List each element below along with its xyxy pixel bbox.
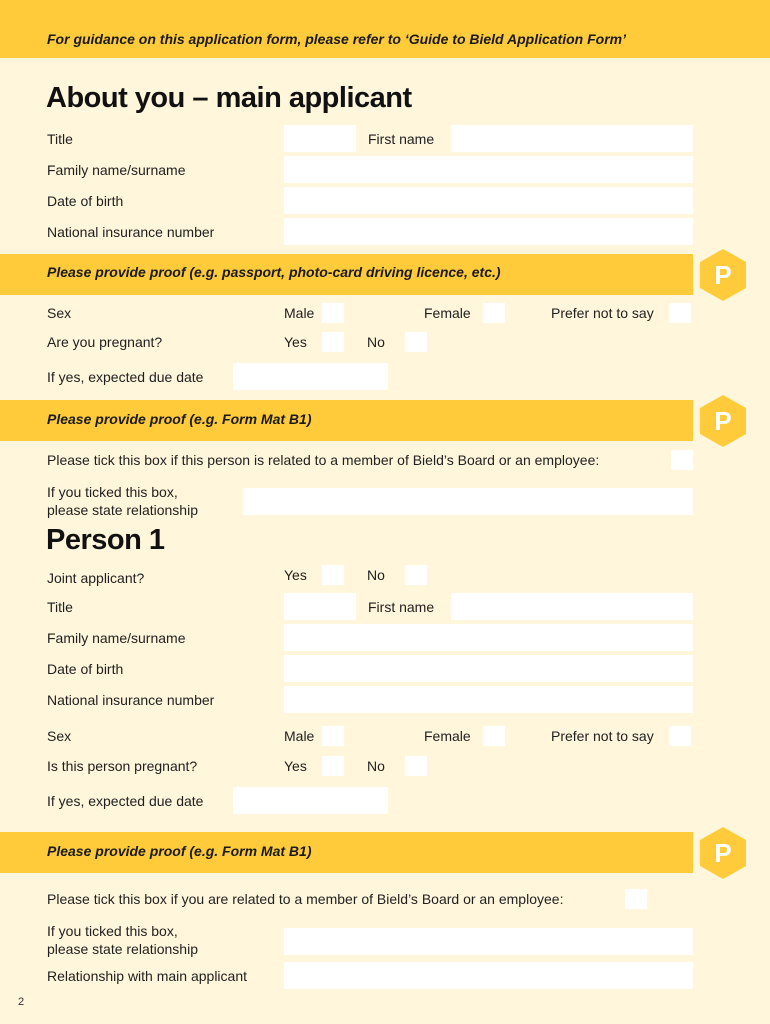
related-checkbox[interactable] xyxy=(671,450,693,470)
guidance-bar xyxy=(0,0,770,58)
female-label: Female xyxy=(424,305,471,321)
title-field[interactable] xyxy=(284,125,356,152)
svg-text:P: P xyxy=(714,838,732,868)
p1-ni-field[interactable] xyxy=(284,686,693,713)
family-name-field[interactable] xyxy=(284,156,693,183)
p1-pregnant-no-checkbox[interactable] xyxy=(405,756,427,776)
p1-female-label: Female xyxy=(424,728,471,744)
pregnant-yes-label: Yes xyxy=(284,334,307,350)
title-label: Title xyxy=(47,131,73,147)
male-checkbox[interactable] xyxy=(322,303,344,323)
p1-first-name-label: First name xyxy=(368,599,435,615)
p1-prefer-not-label: Prefer not to say xyxy=(551,728,654,744)
p1-related-label: Please tick this box if you are related to a member of Bield’s Board or an employee: xyxy=(47,891,564,907)
pregnant-label: Are you pregnant? xyxy=(47,334,163,350)
p1-related-checkbox[interactable] xyxy=(625,889,647,909)
p1-family-name-field[interactable] xyxy=(284,624,693,651)
p1-due-date-field[interactable] xyxy=(233,787,388,814)
first-name-label: First name xyxy=(368,131,435,147)
related-label: Please tick this box if this person is related to a member of Bield’s Board or an employee: xyxy=(47,452,600,468)
ni-label: National insurance number xyxy=(47,224,215,240)
p1-due-date-label: If yes, expected due date xyxy=(47,793,204,809)
p1-pregnant-yes-checkbox[interactable] xyxy=(322,756,344,776)
p1-male-label: Male xyxy=(284,728,315,744)
p1-dob-field[interactable] xyxy=(284,655,693,682)
proof-band-text: Please provide proof (e.g. passport, photo-card driving licence, etc.) xyxy=(47,264,501,280)
mat-proof-p-icon xyxy=(698,394,748,448)
state-relationship-line2: please state relationship xyxy=(47,502,198,518)
p1-state-relationship-line1: If you ticked this box, xyxy=(47,923,178,939)
joint-no-checkbox[interactable] xyxy=(405,565,427,585)
dob-field[interactable] xyxy=(284,187,693,214)
p1-first-name-field[interactable] xyxy=(451,593,693,620)
prefer-not-label: Prefer not to say xyxy=(551,305,654,321)
p1-title-field[interactable] xyxy=(284,593,356,620)
female-checkbox[interactable] xyxy=(483,303,505,323)
p1-relationship-main-label: Relationship with main applicant xyxy=(47,968,247,984)
first-name-field[interactable] xyxy=(451,125,693,152)
joint-no-label: No xyxy=(367,567,385,583)
p1-female-checkbox[interactable] xyxy=(483,726,505,746)
svg-text:P: P xyxy=(714,406,732,436)
p1-sex-label: Sex xyxy=(47,728,72,744)
pregnant-yes-checkbox[interactable] xyxy=(322,332,344,352)
family-name-label: Family name/surname xyxy=(47,162,186,178)
p1-pregnant-label: Is this person pregnant? xyxy=(47,758,198,774)
p1-ni-label: National insurance number xyxy=(47,692,215,708)
due-date-field[interactable] xyxy=(233,363,388,390)
svg-text:P: P xyxy=(714,260,732,290)
ni-field[interactable] xyxy=(284,218,693,245)
page-number: 2 xyxy=(18,996,25,1008)
mat-proof-band-text: Please provide proof (e.g. Form Mat B1) xyxy=(47,411,312,427)
sex-label: Sex xyxy=(47,305,72,321)
male-label: Male xyxy=(284,305,315,321)
guidance-text: For guidance on this application form, please refer to ‘Guide to Bield Application Form’ xyxy=(47,31,626,47)
p1-relationship-field[interactable] xyxy=(284,928,693,955)
p1-prefer-not-checkbox[interactable] xyxy=(669,726,691,746)
person1-heading: Person 1 xyxy=(46,524,165,556)
proof-p-icon xyxy=(698,248,748,302)
p1-family-name-label: Family name/surname xyxy=(47,630,186,646)
p1-title-label: Title xyxy=(47,599,73,615)
joint-applicant-label: Joint applicant? xyxy=(47,570,145,586)
joint-yes-checkbox[interactable] xyxy=(322,565,344,585)
p1-male-checkbox[interactable] xyxy=(322,726,344,746)
pregnant-no-label: No xyxy=(367,334,385,350)
p1-pregnant-yes-label: Yes xyxy=(284,758,307,774)
p1-mat-proof-p-icon xyxy=(698,826,748,880)
p1-pregnant-no-label: No xyxy=(367,758,385,774)
pregnant-no-checkbox[interactable] xyxy=(405,332,427,352)
relationship-field[interactable] xyxy=(243,488,693,515)
p1-dob-label: Date of birth xyxy=(47,661,124,677)
main-applicant-heading: About you – main applicant xyxy=(46,82,412,114)
due-date-label: If yes, expected due date xyxy=(47,369,204,385)
p1-state-relationship-line2: please state relationship xyxy=(47,941,198,957)
dob-label: Date of birth xyxy=(47,193,124,209)
state-relationship-line1: If you ticked this box, xyxy=(47,484,178,500)
p1-mat-proof-band-text: Please provide proof (e.g. Form Mat B1) xyxy=(47,843,312,859)
p1-relationship-main-field[interactable] xyxy=(284,962,693,989)
prefer-not-checkbox[interactable] xyxy=(669,303,691,323)
joint-yes-label: Yes xyxy=(284,567,307,583)
